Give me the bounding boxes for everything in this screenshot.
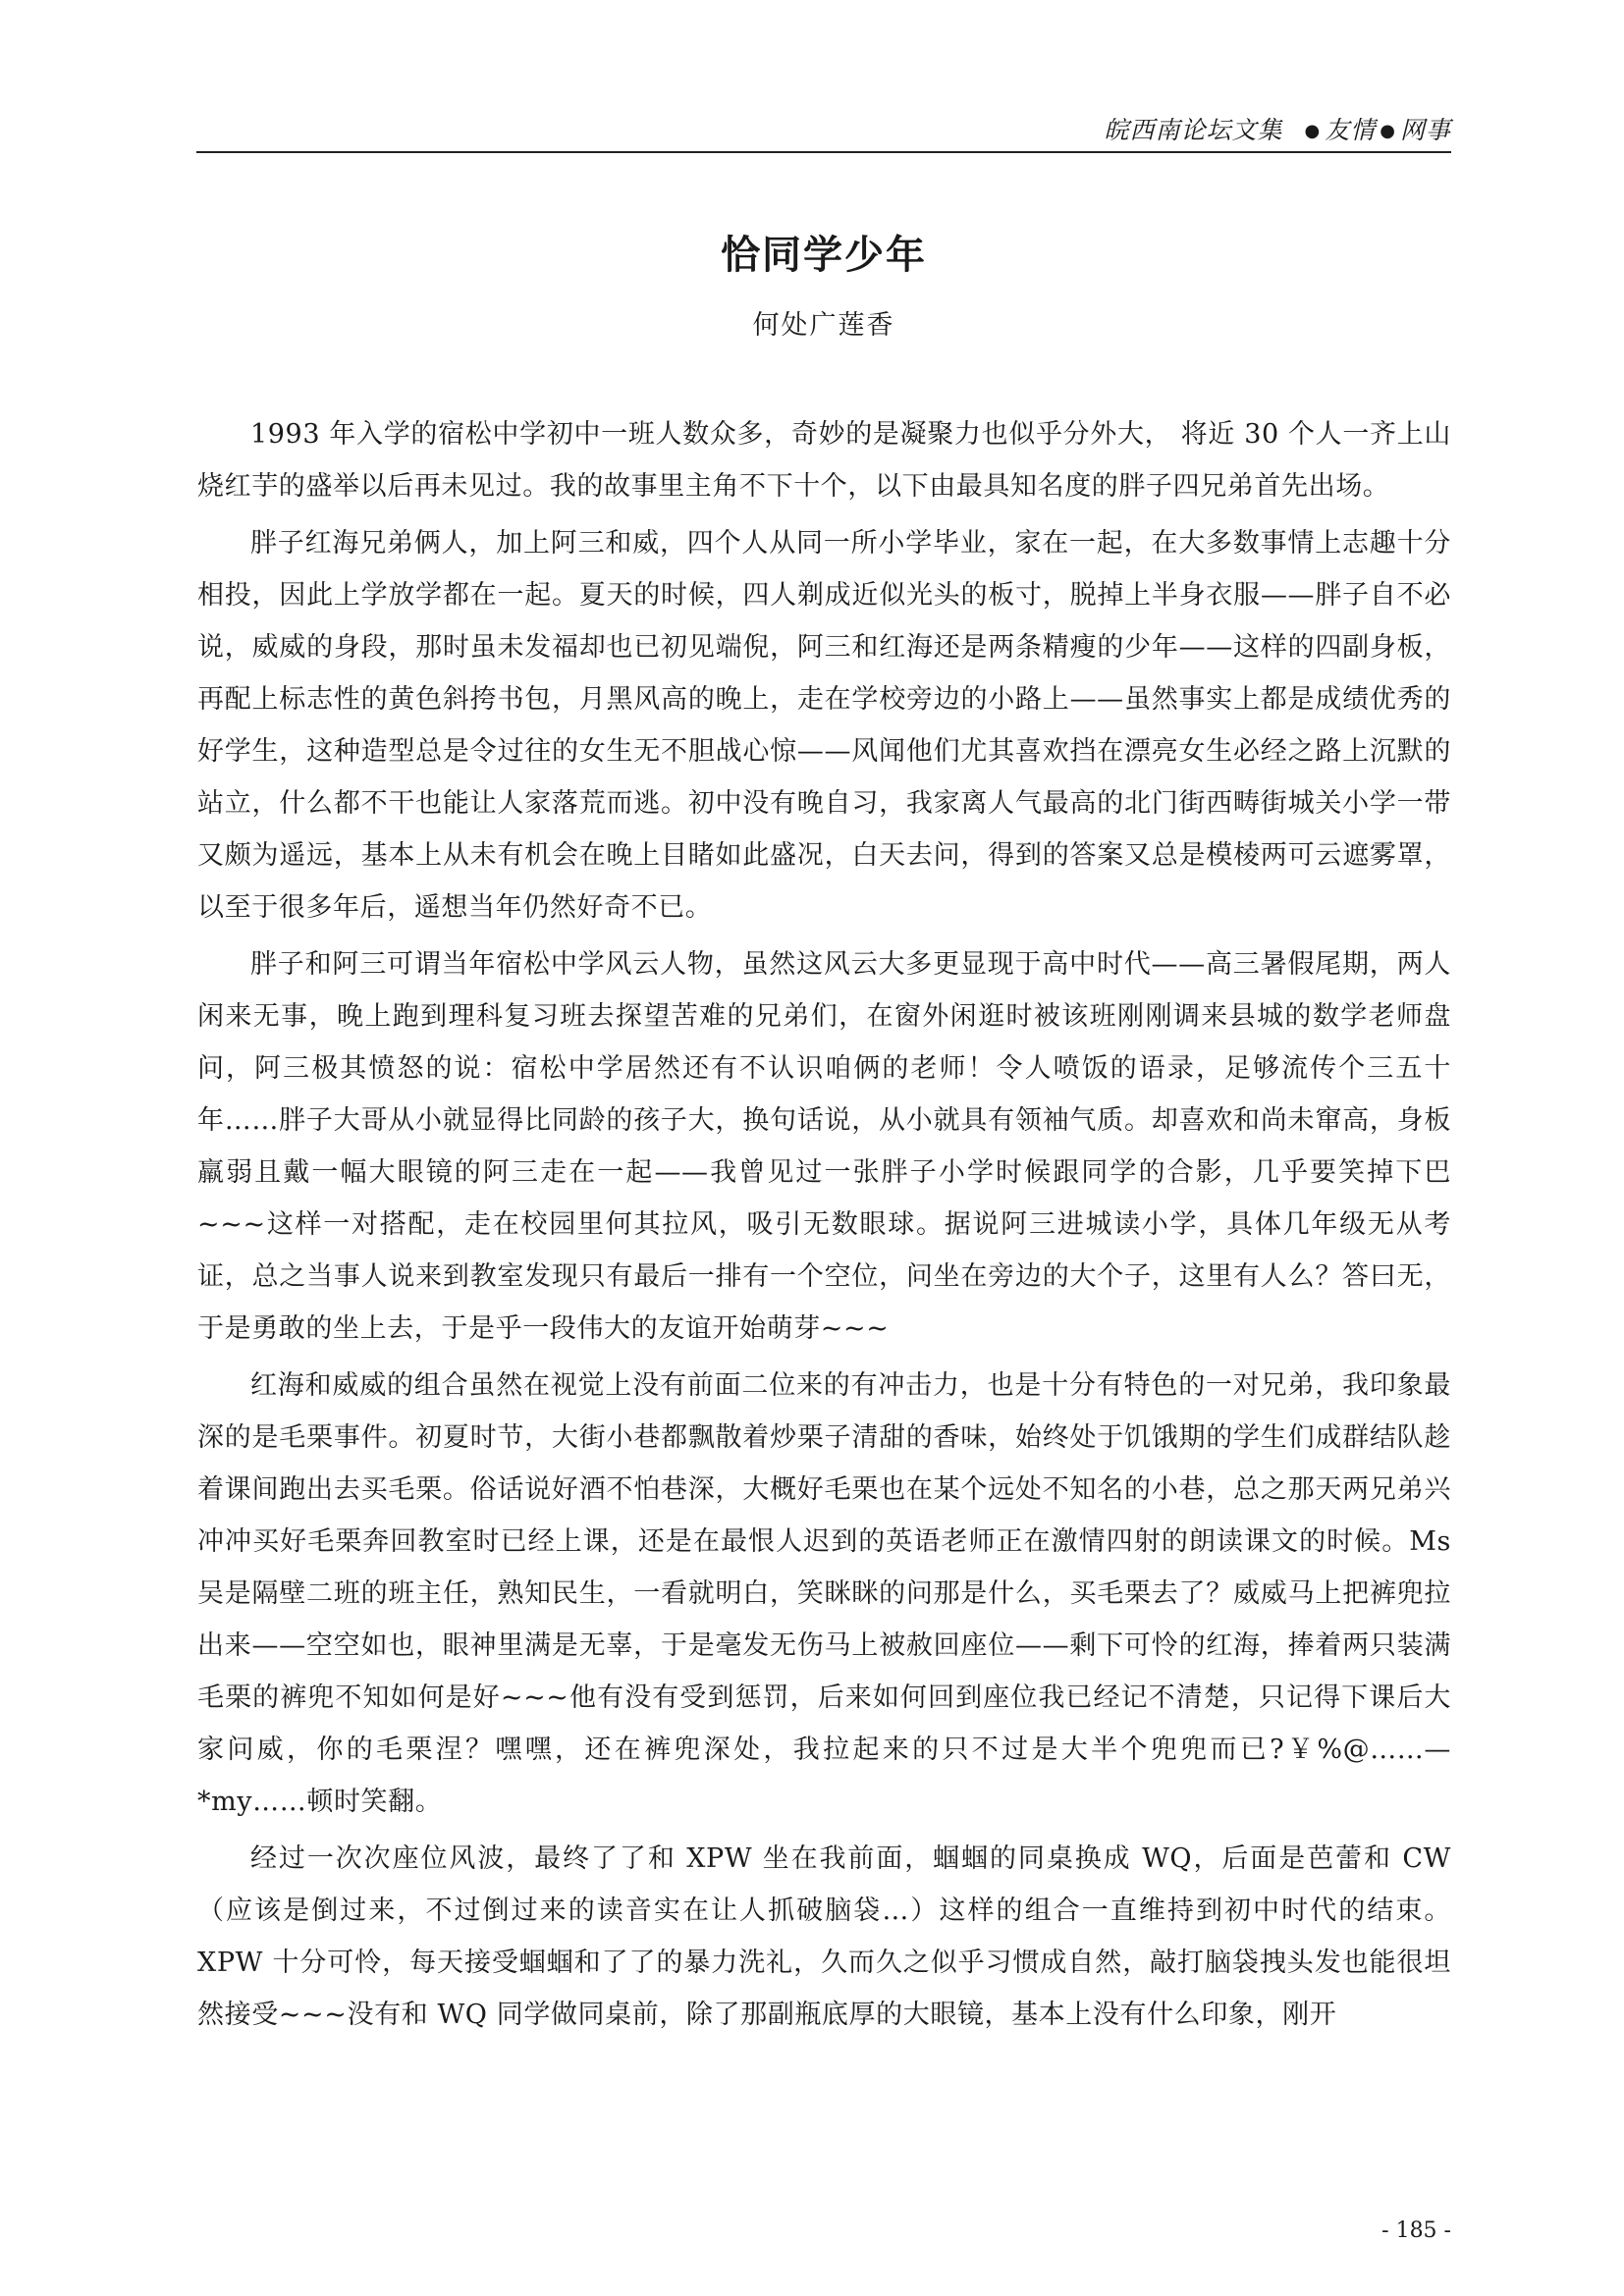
body-paragraph: 经过一次次座位风波，最终了了和 XPW 坐在我前面，蝈蝈的同桌换成 WQ，后面是芭蕾和 CW（应该是倒过来，不过倒过来的读音实在让人抓破脑袋…）这样的组合一直维持到初中时代的结束。XPW 十分可怜，每天接受蝈蝈和了了的暴力洗礼，久而久之似乎习惯成自然，敲打脑袋拽头发也能很坦然接受~~~没有和 WQ 同学做同桌前，除了那副瓶底厚的大眼镜，基本上没有什么印象，刚开 [197, 1843, 1451, 2030]
body-paragraph: 红海和威威的组合虽然在视觉上没有前面二位来的有冲击力，也是十分有特色的一对兄弟，我印象最深的是毛栗事件。初夏时节，大街小巷都飘散着炒栗子清甜的香味，始终处于饥饿期的学生们成群结队趁着课间跑出去买毛栗。俗话说好酒不怕巷深，大概好毛栗也在某个远处不知名的小巷，总之那天两兄弟兴冲冲买好毛栗奔回教室时已经上课，还是在最恨人迟到的英语老师正在激情四射的朗读课文的时候。Ms 吴是隔壁二班的班主任，熟知民生，一看就明白，笑眯眯的问那是什么，买毛栗去了？威威马上把裤兜拉出来——空空如也，眼神里满是无辜，于是毫发无伤马上被赦回座位——剩下可怜的红海，捧着两只装满毛栗的裤兜不知如何是好~~~他有没有受到惩罚，后来如何回到座位我已经记不清楚，只记得下课后大家问威，你的毛栗涅？嘿嘿，还在裤兜深处，我拉起来的只不过是大半个兜兜而已?￥%@……—*my……顿时笑翻。 [197, 1370, 1451, 1817]
body-paragraph: 胖子和阿三可谓当年宿松中学风云人物，虽然这风云大多更显现于高中时代——高三暑假尾期，两人闲来无事，晚上跑到理科复习班去探望苦难的兄弟们，在窗外闲逛时被该班刚刚调来县城的数学老师盘问，阿三极其愤怒的说：宿松中学居然还有不认识咱俩的老师！令人喷饭的语录，足够流传个三五十年……胖子大哥从小就显得比同龄的孩子大，换句话说，从小就具有领袖气质。却喜欢和尚未窜高，身板羸弱且戴一幅大眼镜的阿三走在一起——我曾见过一张胖子小学时候跟同学的合影，几乎要笑掉下巴~~~这样一对搭配，走在校园里何其拉风，吸引无数眼球。据说阿三进城读小学，具体几年级无从考证，总之当事人说来到教室发现只有最后一排有一个空位，问坐在旁边的大个子，这里有人么？答曰无，于是勇敢的坐上去，于是乎一段伟大的友谊开始萌芽~~~ [197, 949, 1451, 1344]
header-category-friendship: 友情 [1325, 116, 1377, 144]
article-body [197, 408, 1451, 2046]
bullet-dot-icon: ● [1380, 121, 1396, 141]
header-collection-title: 皖西南论坛文集 [1104, 116, 1283, 144]
page-number: - 185 - [1381, 2218, 1451, 2243]
header-category-online: 网事 [1399, 116, 1451, 144]
bullet-dot-icon: ● [1304, 121, 1322, 141]
article-title: 恰同学少年 [721, 233, 927, 278]
body-paragraph: 1993 年入学的宿松中学初中一班人数众多，奇妙的是凝聚力也似乎分外大， 将近 30 个人一齐上山烧红芋的盛举以后再未见过。我的故事里主角不下十个，以下由最具知名度的胖子四兄弟首先出场。 [197, 419, 1451, 502]
article-author: 何处广莲香 [752, 310, 895, 341]
running-header [196, 110, 1451, 153]
body-paragraph: 胖子红海兄弟俩人，加上阿三和威，四个人从同一所小学毕业，家在一起，在大多数事情上志趣十分相投，因此上学放学都在一起。夏天的时候，四人剃成近似光头的板寸，脱掉上半身衣服——胖子自不必说，威威的身段，那时虽未发福却也已初见端倪，阿三和红海还是两条精瘦的少年——这样的四副身板，再配上标志性的黄色斜挎书包，月黑风高的晚上，走在学校旁边的小路上——虽然事实上都是成绩优秀的好学生，这种造型总是令过往的女生无不胆战心惊——风闻他们尤其喜欢挡在漂亮女生必经之路上沉默的站立，什么都不干也能让人家落荒而逃。初中没有晚自习，我家离人气最高的北门街西畴街城关小学一带又颇为遥远，基本上从未有机会在晚上目睹如此盛况，白天去问，得到的答案又总是模棱两可云遮雾罩，以至于很多年后，遥想当年仍然好奇不已。 [197, 528, 1451, 923]
